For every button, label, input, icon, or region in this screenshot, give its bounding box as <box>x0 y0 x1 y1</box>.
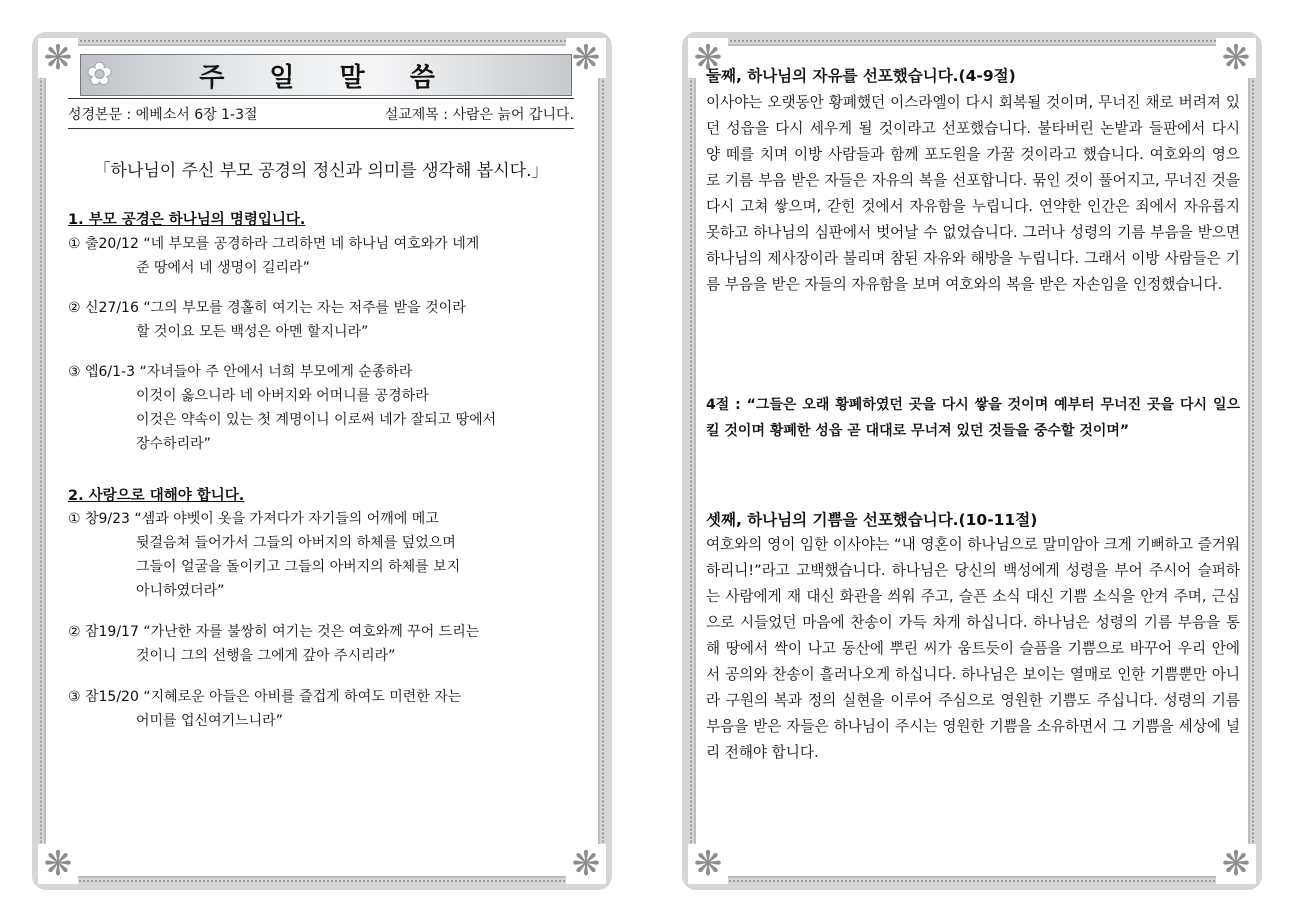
verse-block <box>68 232 568 280</box>
corner-ornament-icon: ❋ <box>566 38 606 78</box>
section-heading: 2. 사랑으로 대해야 합니다. <box>68 488 245 504</box>
verse-line: ① 창9/23 “셈과 야벳이 옷을 가져다가 자기들의 어깨에 메고 <box>68 511 439 527</box>
page-title: 주 일 말 씀 <box>199 62 453 93</box>
corner-ornament-icon: ❋ <box>38 38 78 78</box>
verse-line: ① 출20/12 “네 부모를 공경하라 그리하면 네 하나님 여호와가 네게 <box>68 236 480 252</box>
verse-line: ② 잠19/17 “가난한 자를 불쌍히 여기는 것은 여호와께 꾸어 드리는 <box>68 624 480 640</box>
verse-line: 이것이 옳으니라 네 아버지와 어머니를 공경하라 <box>136 388 429 404</box>
section-heading: 1. 부모 공경은 하나님의 명령입니다. <box>68 212 306 228</box>
divider <box>68 128 574 129</box>
verse-line: 그들이 얼굴을 돌이키고 그들의 아버지의 하체를 보지 <box>136 559 461 575</box>
section-heading: 셋째, 하나님의 기쁨을 선포했습니다.(10-11절) <box>706 511 1038 529</box>
verse-line: 것이니 그의 선행을 그에게 갚아 주시리라” <box>136 648 396 664</box>
verse-line: 뒷걸음쳐 들어가서 그들의 아버지의 하체를 덮었으며 <box>136 535 456 551</box>
corner-ornament-icon: ❋ <box>1216 844 1256 884</box>
corner-ornament-icon: ❋ <box>566 844 606 884</box>
verse-block <box>68 620 568 668</box>
verse-line: 할 것이요 모든 백성은 아멘 할지니라” <box>136 324 369 340</box>
sermon-meta <box>68 104 574 124</box>
flower-icon: ✿ <box>87 57 113 92</box>
corner-ornament-icon: ❋ <box>38 844 78 884</box>
divider <box>68 98 574 99</box>
verse-line: 아니하였더라” <box>136 583 225 599</box>
verse-block <box>68 360 568 456</box>
title-banner <box>80 54 572 96</box>
sermon-title: 설교제목 : 사람은 늙어 갑니다. <box>384 107 574 123</box>
verse-line: ② 신27/16 “그의 부모를 경홀히 여기는 자는 저주를 받을 것이라 <box>68 300 466 316</box>
verse-line: 준 땅에서 네 생명이 길리라” <box>136 260 310 276</box>
scripture-label: 성경본문 : 에베소서 6장 1-3절 <box>68 107 258 123</box>
corner-ornament-icon: ❋ <box>688 844 728 884</box>
verse-line: 이것은 약속이 있는 첫 계명이니 이로써 네가 잘되고 땅에서 <box>136 412 497 428</box>
corner-ornament-icon: ❋ <box>1216 38 1256 78</box>
left-page <box>32 32 612 890</box>
right-page <box>682 32 1262 890</box>
verse-block <box>68 507 568 603</box>
theme-statement: 「하나님이 주신 부모 공경의 정신과 의미를 생각해 봅시다.」 <box>93 161 549 181</box>
verse-line: ③ 잠15/20 “지혜로운 아들은 아비를 즐겁게 하여도 미련한 자는 <box>68 689 462 705</box>
verse-line: 장수하리라” <box>136 436 211 452</box>
body-paragraph: 이사야는 오랫동안 황폐했던 이스라엘이 다시 회복될 것이며, 무너진 채로 버려져 있던 성읍을 다시 세우게 될 것이라고 선포했습니다. 불타버린 논밭과 들판에서 다시 양 떼를 치며 이방 사람들과 함께 포도원을 가꿀 것이라고 했습니다. 여호와의 영으로 기름 부음 받은 자들은 자유의 복을 선포합니다. 묶인 것이 풀어지고, 무너진 것을 다시 고쳐 쌓으며, 갇힌 것에서 자유함을 누립니다. 연약한 인간은 죄에서 자유롭지 못하고 하나님의 심판에서 벗어날 수 없었습니다. 그러나 성령의 기름 부음을 받으면 하나님의 제사장이라 불리며 참된 자유와 해방을 누립니다. 그래서 이방 사람들은 기름 부음을 받은 자들의 자유함을 보며 여호와의 복을 받은 자손임을 인정했습니다. <box>706 94 1240 293</box>
scripture-quote: 4절 : “그들은 오래 황폐하였던 곳을 다시 쌓을 것이며 예부터 무너진 곳을 다시 일으킬 것이며 황폐한 성읍 곧 대대로 무너져 있던 것들을 중수할 것이며” <box>706 397 1240 439</box>
verse-line: 어미를 업신여기느니라” <box>136 713 283 729</box>
verse-block <box>68 685 568 733</box>
body-paragraph: 여호와의 영이 임한 이사야는 “내 영혼이 하나님으로 말미암아 크게 기뻐하고 즐거워하리니!”라고 고백했습니다. 하나님은 당신의 백성에게 성령을 부어 주시어 슬퍼하는 사람에게 재 대신 화관을 씌워 주고, 슬픈 소식 대신 기쁨 소식을 안겨 주며, 근심으로 시들었던 마음에 찬송이 가득 차게 하십니다. 하나님은 성령의 기름 부음을 통해 땅에서 싹이 나고 동산에 뿌린 씨가 움트듯이 슬픔을 기쁨으로 바꾸어 우리 안에서 공의와 찬송이 흘러나오게 하십니다. 하나님은 보이는 열매로 인한 기쁨뿐만 아니라 구원의 복과 정의 실현을 이루어 주심으로 영원한 기쁨도 주십니다. 성령의 기름 부음을 받은 자들은 하나님이 주시는 영원한 기쁨을 소유하면서 그 기쁨을 세상에 널리 전해야 합니다. <box>706 536 1240 761</box>
corner-ornament-icon: ❋ <box>688 38 728 78</box>
verse-block <box>68 296 568 344</box>
section-heading: 둘째, 하나님의 자유를 선포했습니다.(4-9절) <box>706 67 1016 85</box>
verse-line: ③ 엡6/1-3 “자녀들아 주 안에서 너희 부모에게 순종하라 <box>68 364 413 380</box>
